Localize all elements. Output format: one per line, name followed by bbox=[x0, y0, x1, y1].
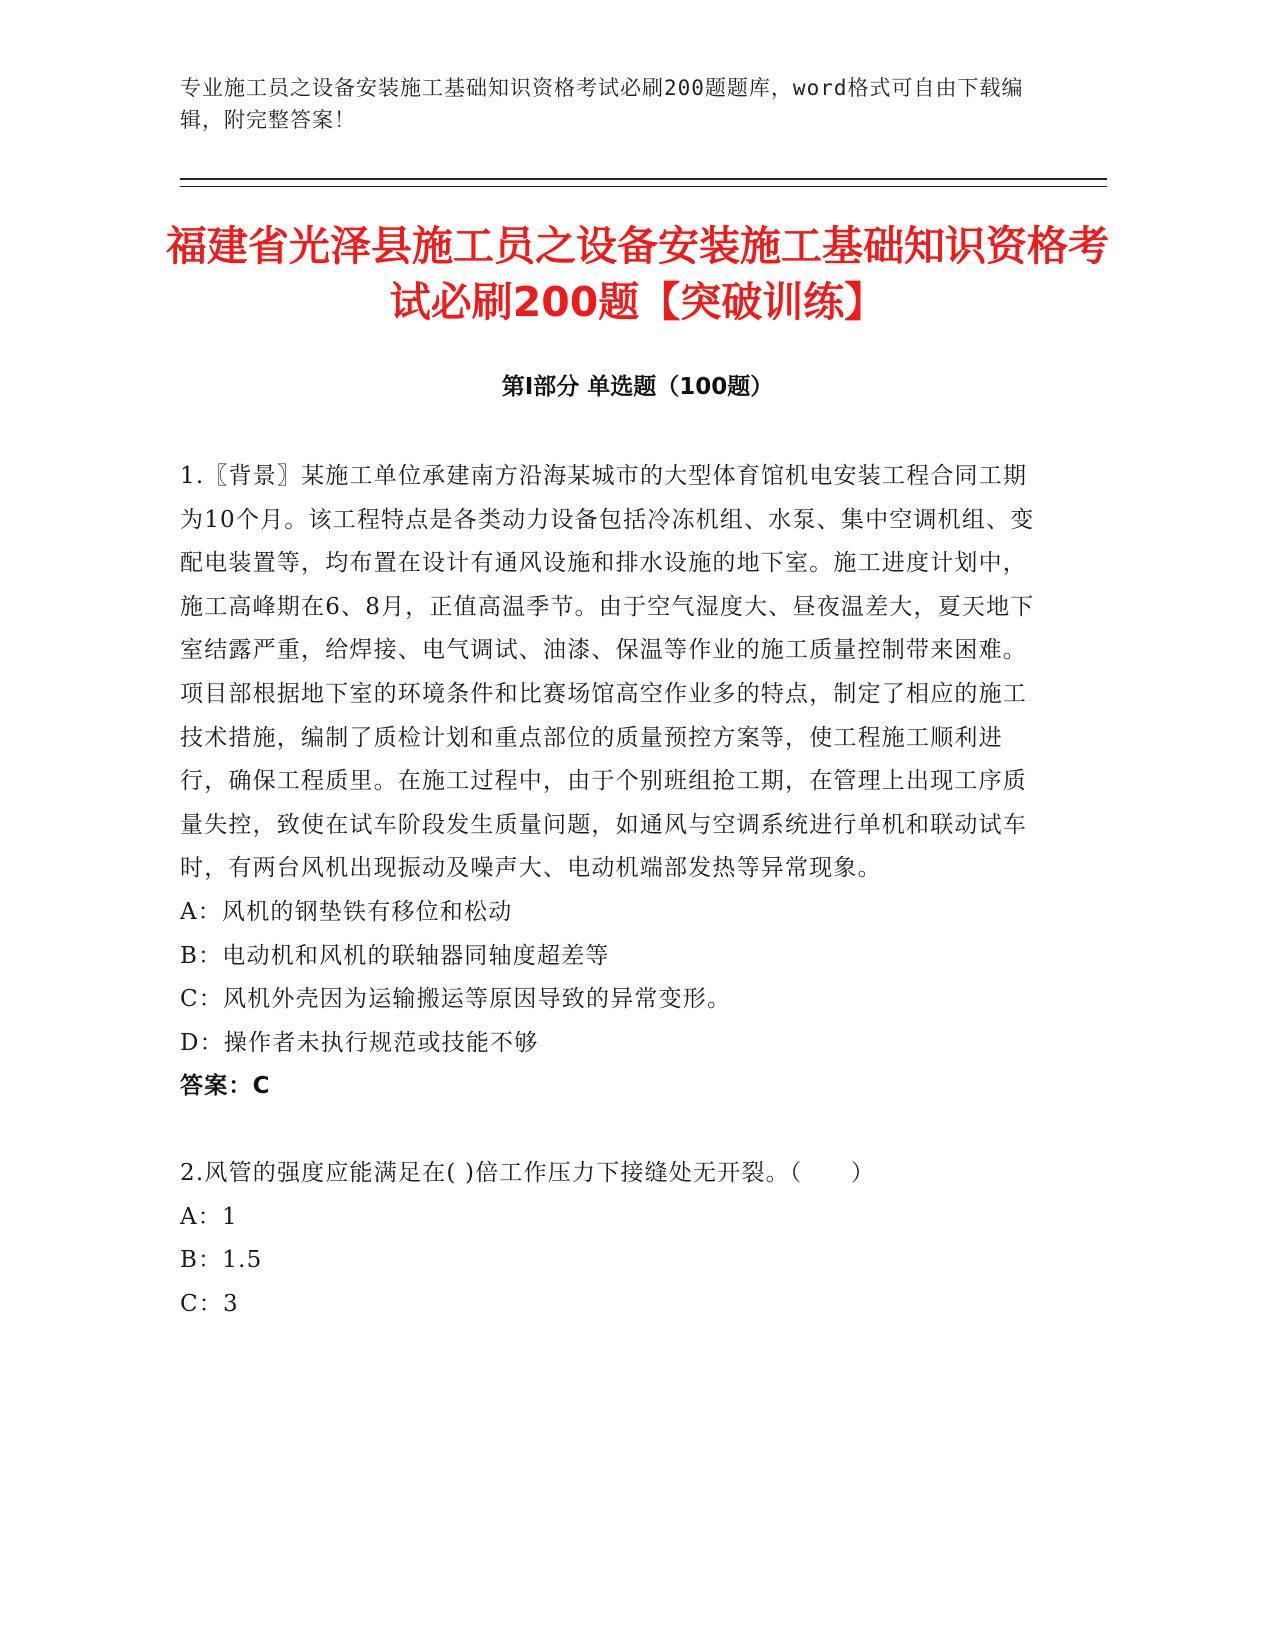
question-stem: 2.风管的强度应能满足在( )倍工作压力下接缝处无开裂。（ ） bbox=[180, 1159, 876, 1186]
question-list bbox=[180, 455, 1040, 1326]
option-c: C：3 bbox=[180, 1290, 239, 1317]
section-title: 第Ⅰ部分 单选题（100题） bbox=[501, 374, 774, 400]
option-c: C：风机外壳因为运输搬运等原因导致的异常变形。 bbox=[180, 986, 732, 1013]
option-b: B：电动机和风机的联轴器同轴度超差等 bbox=[180, 942, 610, 969]
header-divider-thick bbox=[180, 178, 1107, 180]
answer-label: 答案：C bbox=[180, 1073, 271, 1100]
header-divider-thin bbox=[180, 186, 1107, 187]
question-spacer bbox=[180, 1109, 1040, 1152]
question-item bbox=[180, 455, 1040, 1109]
document-title: 福建省光泽县施工员之设备安装施工基础知识资格考试必刷200题【突破训练】 bbox=[166, 222, 1109, 326]
option-a: A：1 bbox=[180, 1203, 238, 1230]
question-item bbox=[180, 1152, 1040, 1326]
option-a: A：风机的钢垫铁有移位和松动 bbox=[180, 898, 513, 925]
question-stem: 1.〖背景〗某施工单位承建南方沿海某城市的大型体育馆机电安装工程合同工期为10个月。该工程特点是各类动力设备包括冷冻机组、水泵、集中空调机组、变配电装置等，均布置在设计有通风设施和排水设施的地下室。施工进度计划中，施工高峰期在6、8月，正值高温季节。由于空气湿度大、昼夜温差大，夏天地下室结露严重，给焊接、电气调试、油漆、保温等作业的施工质量控制带来困难。项目部根据地下室的环境条件和比赛场馆高空作业多的特点，制定了相应的施工技术措施，编制了质检计划和重点部位的质量预控方案等，使工程施工顺利进行，确保工程质里。在施工过程中，由于个别班组抢工期，在管理上出现工序质量失控，致使在试车阶段发生质量问题，如通风与空调系统进行单机和联动试车时，有两台风机出现振动及噪声大、电动机端部发热等异常现象。 bbox=[180, 463, 1035, 882]
header-note: 专业施工员之设备安装施工基础知识资格考试必刷200题题库，word格式可自由下载编辑，附完整答案！ bbox=[180, 76, 1024, 132]
option-b: B：1.5 bbox=[180, 1247, 263, 1274]
option-d: D：操作者未执行规范或技能不够 bbox=[180, 1029, 539, 1056]
